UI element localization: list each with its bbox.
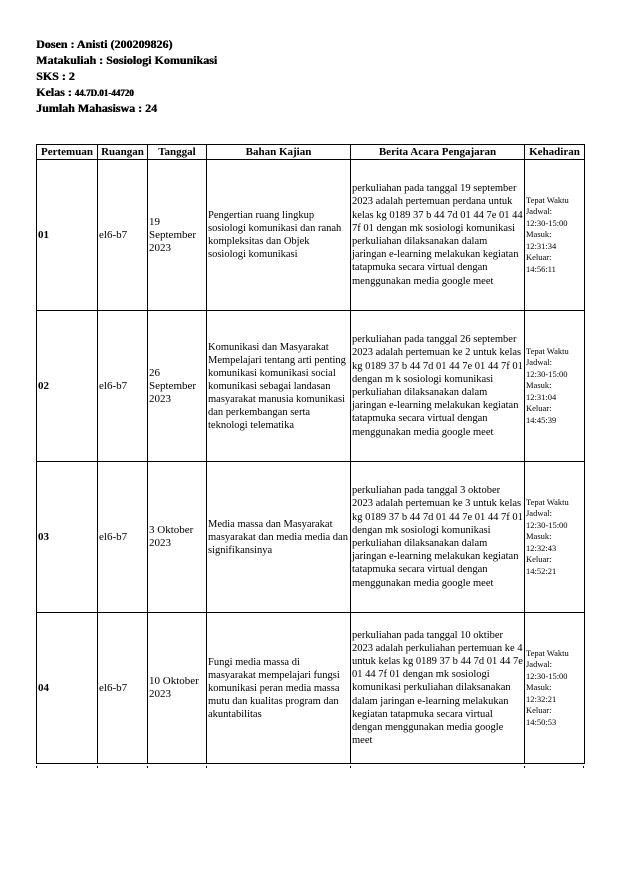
table-row <box>37 311 585 462</box>
attendance-line: 14:52:21 <box>526 565 557 576</box>
course-line: Matakuliah : Sosiologi Komunikasi <box>36 53 218 67</box>
date-cell: 10 Oktober 2023 <box>148 613 207 764</box>
attendance-line: Tepat Waktu <box>526 647 569 658</box>
column-header: Berita Acara Pengajaran <box>351 145 525 160</box>
meeting-number-cell: 01 <box>37 160 98 311</box>
column-header: Kehadiran <box>525 145 585 160</box>
meeting-number-cell: 03 <box>37 462 98 613</box>
room-cell: el6-b7 <box>98 462 148 613</box>
room-cell: el6-b7 <box>98 311 148 462</box>
attendance-line: 12:32:21 <box>526 693 557 704</box>
attendance-line: 12:30-15:00 <box>526 368 568 379</box>
attendance-line: Jadwal: <box>526 659 552 670</box>
attendance-line: 12:30-15:00 <box>526 670 568 681</box>
attendance-cell <box>525 462 585 613</box>
teaching-report-cell: perkuliahan pada tanggal 3 oktober 2023 adalah pertemuan ke 3 untuk kelas kg 0189 37 b 44 7d 01 44 7e 01 44 7f 01 dengan mk sosiologi komunikasi perkuliahan dilaksanakan dalam jaringan e-learning melakukan kegiatan tatapmuka secara virtual dengan menggunakan media google meet <box>351 462 525 613</box>
attendance-line: Tepat Waktu <box>526 194 569 205</box>
attendance-line: Tepat Waktu <box>526 496 569 507</box>
attendance-line: 14:50:53 <box>526 716 557 727</box>
credits-line: SKS : 2 <box>36 69 75 83</box>
table-header-row <box>37 145 585 160</box>
attendance-cell <box>525 160 585 311</box>
teaching-report-cell: perkuliahan pada tanggal 10 oktiber 2023 adalah perkuliahan pertemuan ke 4 untuk kelas kg 0189 37 b 44 7d 01 44 7e 01 44 7f 01 dengan mk sosiologi komunikasi perkuliahan dilaksanakan dalam jaringan e-learning melakukan kegiatan tatapmuka secara virtual dengan menggunakan media google meet <box>351 613 525 764</box>
class-value: 44.7D.01-44720 <box>74 88 134 98</box>
topic-cell: Media massa dan Masyarakat masyarakat dan media media dan signifikansinya <box>207 462 351 613</box>
topic-cell: Komunikasi dan Masyarakat Mempelajari tentang arti penting komunikasi komunikasi social komunikasi sebagai landasan masyarakat manusia komunikasi dan perkembangan serta teknologi telematika <box>207 311 351 462</box>
attendance-line: Keluar: <box>526 403 552 414</box>
attendance-line: Masuk: <box>526 229 552 240</box>
column-header: Ruangan <box>98 145 148 160</box>
table-row <box>37 160 585 311</box>
attendance-line: Keluar: <box>526 705 552 716</box>
meeting-number-cell: 04 <box>37 613 98 764</box>
topic-cell: Pengertian ruang lingkup sosiologi komunikasi dan ranah kompleksitas dan Objek sosiologi komunikasi <box>207 160 351 311</box>
room-cell: el6-b7 <box>98 613 148 764</box>
attendance-line: Masuk: <box>526 380 552 391</box>
attendance-line: 14:56:11 <box>526 263 556 274</box>
attendance-table <box>36 144 585 764</box>
topic-cell: Fungi media massa di masyarakat mempelajari fungsi komunikasi peran media massa mutu dan kualitas program dan akuntabilitas <box>207 613 351 764</box>
attendance-line: 12:30-15:00 <box>526 217 568 228</box>
date-cell: 19 September 2023 <box>148 160 207 311</box>
lecturer-line: Dosen : Anisti (200209826) <box>36 37 173 51</box>
column-header: Pertemuan <box>37 145 98 160</box>
date-cell: 26 September 2023 <box>148 311 207 462</box>
attendance-line: Masuk: <box>526 682 552 693</box>
attendance-cell <box>525 311 585 462</box>
attendance-line: Jadwal: <box>526 508 552 519</box>
attendance-line: Jadwal: <box>526 357 552 368</box>
room-cell: el6-b7 <box>98 160 148 311</box>
attendance-line: 12:31:34 <box>526 240 557 251</box>
student-count-line: Jumlah Mahasiswa : 24 <box>36 101 158 115</box>
date-cell: 3 Oktober 2023 <box>148 462 207 613</box>
attendance-cell <box>525 613 585 764</box>
attendance-line: Keluar: <box>526 554 552 565</box>
attendance-line: Jadwal: <box>526 206 552 217</box>
attendance-line: 12:32:43 <box>526 542 557 553</box>
meeting-number-cell: 02 <box>37 311 98 462</box>
table-row <box>37 462 585 613</box>
teaching-report-cell: perkuliahan pada tanggal 19 september 2023 adalah pertemuan perdana untuk kelas kg 0189 37 b 44 7d 01 44 7e 01 44 7f 01 dengan mk sosiologi komunikasi perkuliahan dilaksanakan dalam jaringan e-learning melakukan kegiatan tatapmuka secara virtual dengan menggunakan media google meet <box>351 160 525 311</box>
attendance-line: 14:45:39 <box>526 414 557 425</box>
attendance-line: Masuk: <box>526 531 552 542</box>
teaching-report-cell: perkuliahan pada tanggal 26 september 2023 adalah pertemuan ke 2 untuk kelas kg 0189 37 b 44 7d 01 44 7e 01 44 7f 01 dengan m k sosiologi komunikasi perkuliahan dilaksanakan dalam jaringan e-learning melakukan kegiatan tatapmuka secara virtual dengan menggunakan media google meet <box>351 311 525 462</box>
attendance-line: Tepat Waktu <box>526 345 569 356</box>
table-row <box>37 613 585 764</box>
column-header: Bahan Kajian <box>207 145 351 160</box>
column-header: Tanggal <box>148 145 207 160</box>
attendance-line: Keluar: <box>526 252 552 263</box>
course-header <box>36 36 217 116</box>
attendance-line: 12:31:04 <box>526 391 557 402</box>
class-label: Kelas : <box>36 85 75 99</box>
attendance-line: 12:30-15:00 <box>526 519 568 530</box>
class-line <box>36 84 217 100</box>
